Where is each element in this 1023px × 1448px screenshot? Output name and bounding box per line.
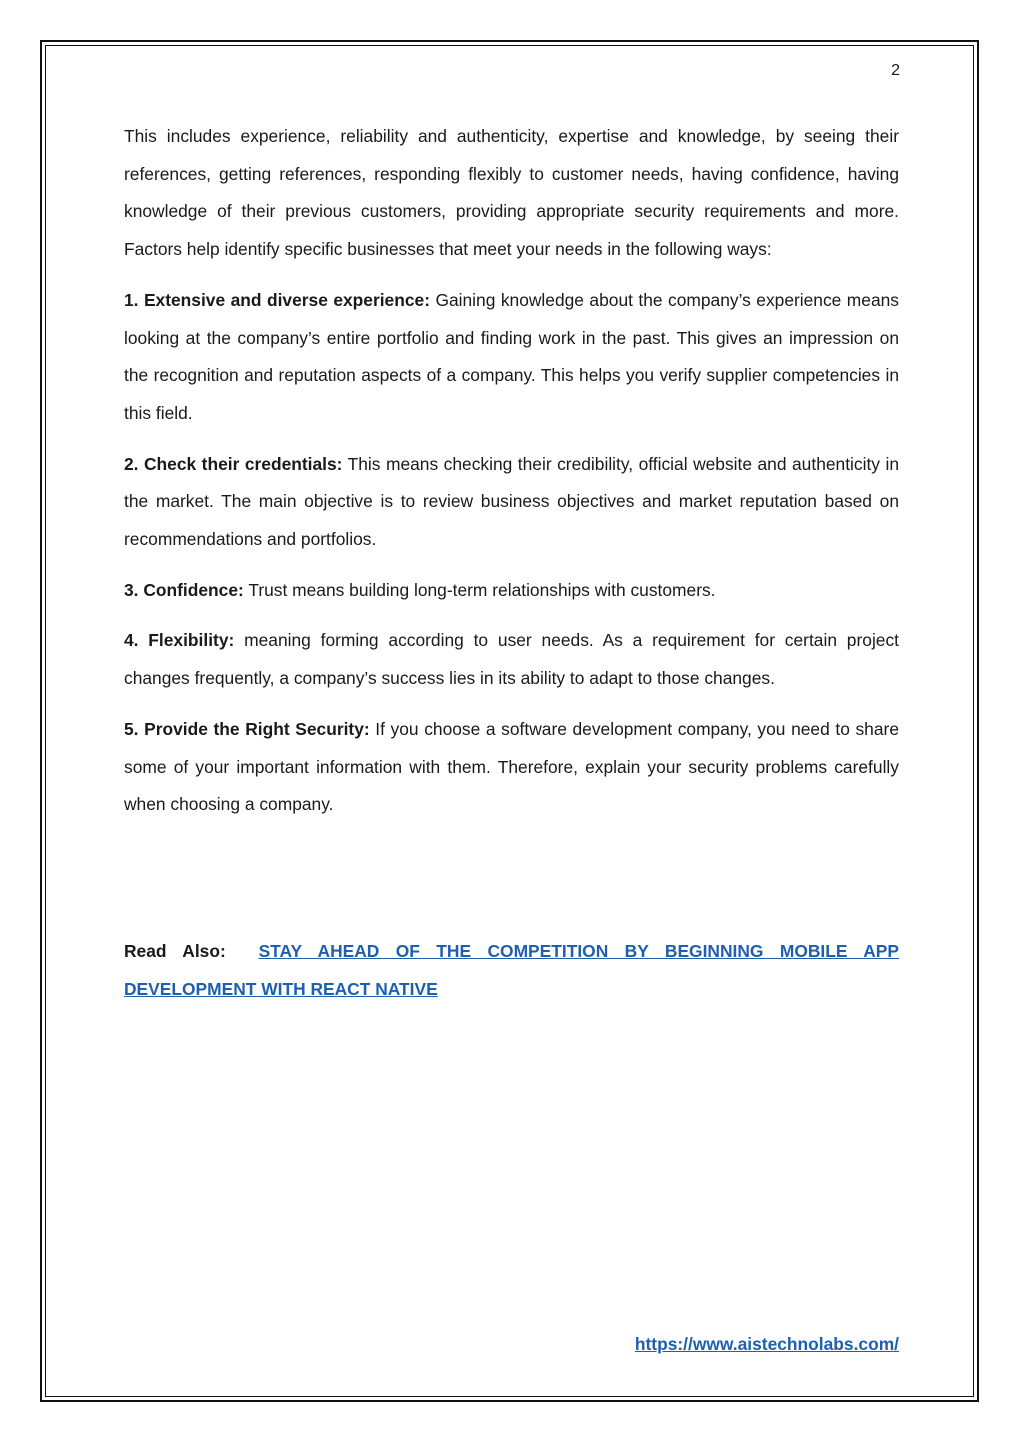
- item-text: Gaining knowledge about the company’s experience means looking at the company’s entire portfolio and finding work in the past. This gives an impression on the recognition and reputation aspects of a company. This helps you verify supplier competencies in this field.: [124, 289, 899, 423]
- item-text: meaning forming according to user needs. As a requirement for certain project changes frequently, a company’s success lies in its ability to adapt to those changes.: [124, 630, 900, 689]
- item-label: 4. Flexibility:: [124, 630, 235, 651]
- footer-website-link[interactable]: https://www.aistechnolabs.com/: [634, 1334, 899, 1354]
- list-item: [124, 282, 899, 433]
- item-label: 2. Check their credentials:: [124, 453, 343, 474]
- document-body: [124, 118, 899, 824]
- item-text: If you choose a software development company, you need to share some of your important information with them. Therefore, explain your security problems carefully when choosing a company.: [124, 718, 899, 815]
- item-label: 3. Confidence:: [124, 579, 244, 600]
- list-item: [124, 711, 899, 824]
- item-label: 5. Provide the Right Security:: [124, 718, 370, 739]
- item-text: This means checking their credibility, official website and authenticity in the market. The main objective is to review business objectives and market reputation based on recommendations and portfolios.: [124, 453, 900, 550]
- list-item: [124, 622, 899, 697]
- item-text: Trust means building long-term relationships with customers.: [243, 579, 716, 600]
- page-number: 2: [891, 62, 900, 79]
- read-also-label: Read Also:: [124, 941, 226, 961]
- read-also: [124, 932, 899, 1008]
- read-also-link[interactable]: STAY AHEAD OF THE COMPETITION BY BEGINNING MOBILE APP DEVELOPMENT WITH REACT NATIVE: [124, 941, 899, 999]
- list-item: [124, 572, 899, 610]
- list-item: [124, 446, 899, 559]
- item-label: 1. Extensive and diverse experience:: [124, 289, 430, 310]
- intro-paragraph: This includes experience, reliability and authenticity, expertise and knowledge, by seeing their references, getting references, responding flexibly to customer needs, having confidence, having knowledge of their previous customers, providing appropriate security requirements and more. Factors help identify specific businesses that meet your needs in the following ways:: [124, 126, 899, 260]
